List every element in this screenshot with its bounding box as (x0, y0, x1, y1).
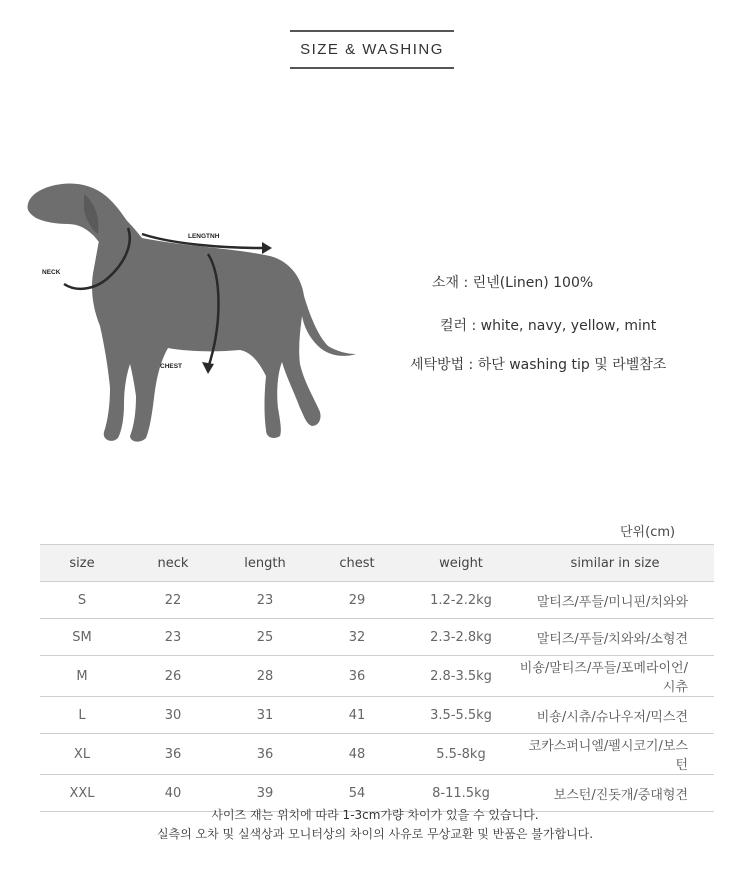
cell-similar: 비숑/말티즈/푸들/포메라이언/시츄 (516, 656, 714, 697)
cell-neck: 40 (124, 775, 222, 812)
title-bottom-line (290, 67, 454, 69)
washing-text: 세탁방법 : 하단 washing tip 및 라벨참조 (410, 357, 667, 373)
cell-chest: 36 (308, 656, 406, 697)
cell-size: M (40, 656, 124, 697)
cell-similar: 보스턴/진돗개/중대형견 (516, 775, 714, 812)
length-label: LENGTNH (188, 233, 220, 240)
table-row (40, 656, 714, 697)
cell-neck: 36 (124, 734, 222, 775)
unit-label: 단위(cm) (620, 525, 676, 540)
cell-size: XL (40, 734, 124, 775)
cell-length: 31 (222, 697, 308, 734)
cell-neck: 26 (124, 656, 222, 697)
notes (0, 806, 750, 844)
section-title (290, 30, 454, 69)
cell-length: 25 (222, 619, 308, 656)
table-row (40, 697, 714, 734)
table-row (40, 734, 714, 775)
cell-weight: 1.2-2.2kg (406, 582, 516, 619)
length-arrow-icon (262, 242, 272, 254)
cell-chest: 41 (308, 697, 406, 734)
cell-similar: 말티즈/푸들/치와와/소형견 (516, 619, 714, 656)
header-similar: similar in size (516, 545, 714, 582)
table-row (40, 582, 714, 619)
header-length: length (222, 545, 308, 582)
cell-weight: 2.8-3.5kg (406, 656, 516, 697)
cell-neck: 23 (124, 619, 222, 656)
cell-similar: 비숑/시츄/슈나우저/믹스견 (516, 697, 714, 734)
cell-similar: 말티즈/푸들/미니핀/치와와 (516, 582, 714, 619)
page-title: SIZE & WASHING (300, 41, 444, 58)
cell-chest: 32 (308, 619, 406, 656)
cell-weight: 3.5-5.5kg (406, 697, 516, 734)
cell-size: L (40, 697, 124, 734)
cell-chest: 29 (308, 582, 406, 619)
cell-chest: 48 (308, 734, 406, 775)
header-chest: chest (308, 545, 406, 582)
material-text: 소재 : 린넨(Linen) 100% (432, 275, 594, 291)
neck-label: NECK (42, 269, 61, 276)
cell-size: S (40, 582, 124, 619)
note-return-policy: 실측의 오차 및 실색상과 모니터상의 차이의 사유로 무상교환 및 반품은 불가합니다. (156, 827, 594, 841)
chest-arrow-icon (202, 362, 214, 374)
cell-chest: 54 (308, 775, 406, 812)
dog-silhouette-icon (27, 184, 356, 442)
cell-similar: 코카스퍼니엘/펠시코기/보스턴 (516, 734, 714, 775)
cell-weight: 8-11.5kg (406, 775, 516, 812)
table-header-row (40, 545, 714, 582)
header-neck: neck (124, 545, 222, 582)
header-weight: weight (406, 545, 516, 582)
note-measurement: 사이즈 재는 위치에 따라 1-3cm가량 차이가 있을 수 있습니다. (211, 808, 539, 822)
cell-neck: 30 (124, 697, 222, 734)
cell-neck: 22 (124, 582, 222, 619)
cell-length: 39 (222, 775, 308, 812)
cell-size: SM (40, 619, 124, 656)
color-text: 컬러 : white, navy, yellow, mint (440, 318, 657, 334)
cell-weight: 5.5-8kg (406, 734, 516, 775)
cell-size: XXL (40, 775, 124, 812)
dog-measurement-diagram (22, 176, 362, 456)
cell-length: 23 (222, 582, 308, 619)
chest-label: CHEST (160, 363, 183, 370)
cell-weight: 2.3-2.8kg (406, 619, 516, 656)
header-size: size (40, 545, 124, 582)
table-row (40, 619, 714, 656)
cell-length: 28 (222, 656, 308, 697)
cell-length: 36 (222, 734, 308, 775)
size-table (40, 544, 714, 812)
